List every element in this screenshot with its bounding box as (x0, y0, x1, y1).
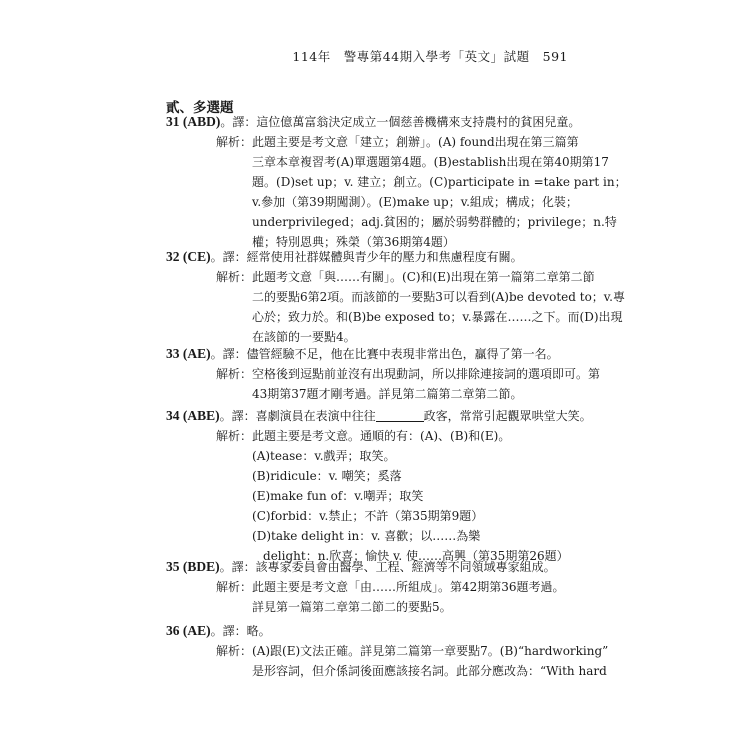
option-item: (A)tease：v.戲弄；取笑。 (252, 449, 396, 463)
analysis-line: v.參加（第39期闖測）。(E)make up；v.組成；構成；化裝； (252, 195, 578, 209)
analysis-label: 解析： (216, 270, 253, 284)
question-34-answer: 34 (ABE) (166, 408, 220, 423)
analysis-line: 是形容詞，但介係詞後面應該接名詞。此部分應改為：“With hard (252, 664, 607, 678)
question-31-translation: 。譯：這位億萬富翁決定成立一個慈善機構來支持農村的貧困兒童。 (220, 115, 581, 129)
analysis-label: 解析： (216, 644, 253, 658)
section-title: 貳、多選題 (166, 100, 234, 116)
question-34-header (166, 406, 592, 426)
page-header: 114年 警專第44期入學考「英文」試題 591 (292, 49, 568, 64)
question-33 (166, 344, 601, 404)
question-34-analysis (216, 426, 586, 566)
question-33-translation: 。譯：儘管經驗不足，他在比賽中表現非常出色，贏得了第一名。 (210, 347, 559, 361)
analysis-line: 二的要點6第2項。而該節的一要點3可以看到(A)be devoted to；v.專 (252, 290, 625, 304)
question-32 (166, 247, 625, 347)
option-item: (E)make fun of：v.嘲弄；取笑 (252, 489, 424, 503)
question-35-header (166, 557, 586, 577)
question-34-translation-after: 政客，常常引起觀眾哄堂大笑。 (423, 409, 592, 423)
question-34 (166, 406, 592, 566)
analysis-label: 解析： (216, 135, 253, 149)
question-32-analysis (216, 267, 625, 347)
question-31-analysis (216, 132, 627, 252)
analysis-line: 空格後到逗點前並沒有出現動詞，所以排除連接詞的選項即可。第 (252, 367, 601, 381)
question-36-answer: 36 (AE) (166, 623, 211, 638)
analysis-line: 此題主要是考文意「由……所組成」。第42期第36題考過。 (252, 580, 565, 594)
question-35 (166, 557, 586, 617)
analysis-line: 43期第37題才剛考過。詳見第二篇第二章第二節。 (252, 387, 523, 401)
analysis-line: (A)跟(E)文法正確。詳見第二篇第一章要點7。(B)“hardworking” (252, 644, 609, 658)
question-33-header (166, 344, 586, 364)
question-34-translation-before: 。譯：喜劇演員在表演中往往 (219, 409, 376, 423)
question-35-answer: 35 (BDE) (166, 559, 220, 574)
analysis-line: 三章本章複習考(A)單選題第4題。(B)establish出現在第40期第17 (252, 155, 609, 169)
question-36-header (166, 621, 586, 641)
question-32-header (166, 247, 586, 267)
answer-blank (376, 411, 424, 422)
analysis-line: 在該節的一要點4。 (252, 330, 356, 344)
analysis-line: 此題主要是考文意。通順的有：(A)、(B)和(E)。 (252, 429, 511, 443)
analysis-line: 此題考文意「與……有關」。(C)和(E)出現在第一篇第二章第二節 (252, 270, 595, 284)
analysis-line: 此題主要是考文意「建立；創辦」。(A) found出現在第三篇第 (252, 135, 579, 149)
question-32-answer: 32 (CE) (166, 249, 211, 264)
question-36-analysis (216, 641, 609, 681)
analysis-line: 題。(D)set up；v. 建立；創立。(C)participate in =take part in； (252, 175, 627, 189)
question-36-translation: 。譯：略。 (210, 624, 271, 638)
question-33-answer: 33 (AE) (166, 346, 211, 361)
option-item: (D)take delight in：v. 喜歡；以……為樂 (252, 529, 481, 543)
analysis-line: 詳見第一篇第二章第二節二的要點5。 (252, 600, 452, 614)
question-35-translation: 。譯：該專家委員會由醫學、工程、經濟等不同領域專家組成。 (219, 560, 556, 574)
question-31-header (166, 112, 586, 132)
question-32-translation: 。譯：經常使用社群媒體與青少年的壓力和焦慮程度有關。 (210, 250, 523, 264)
question-36 (166, 621, 609, 681)
analysis-label: 解析： (216, 580, 253, 594)
analysis-line: 心於；致力於。和(B)be exposed to；v.暴露在……之下。而(D)出現 (252, 310, 623, 324)
analysis-label: 解析： (216, 429, 253, 443)
question-31-answer: 31 (ABD) (166, 114, 221, 129)
question-33-analysis (216, 364, 601, 404)
question-31 (166, 112, 627, 252)
option-item: (C)forbid：v.禁止；不許（第35期第9題） (252, 509, 484, 523)
analysis-label: 解析： (216, 367, 253, 381)
option-item-note: delight：n.欣喜；愉快 v. 使……高興（第35期第26題） (263, 549, 569, 563)
analysis-line: underprivileged；adj.貧困的；屬於弱勢群體的；privilege；n.特 (252, 215, 617, 229)
option-item: (B)ridicule：v. 嘲笑；奚落 (252, 469, 402, 483)
question-35-analysis (216, 577, 586, 617)
analysis-line: 權；特別恩典；殊榮（第36期第4題） (252, 235, 455, 249)
